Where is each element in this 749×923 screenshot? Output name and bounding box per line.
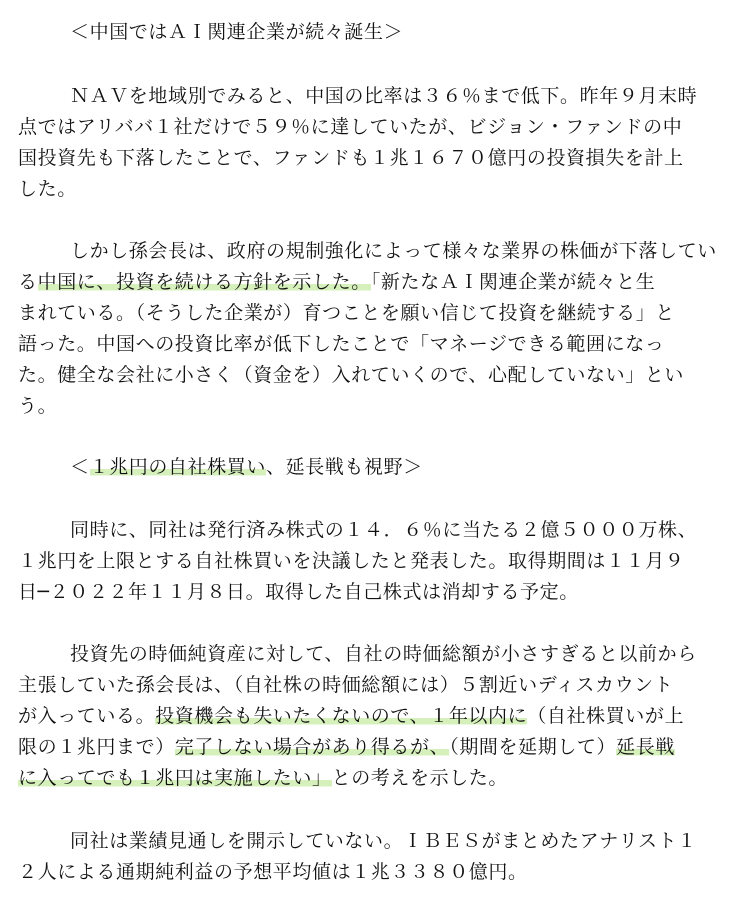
paragraph-discount-line-4 [0,732,749,762]
paragraph-forecast-line-2: ２人による通期純利益の予想平均値は１兆３３８０億円。 [18,861,528,883]
text-segment: が入っている。 [18,705,156,727]
highlight-implement: に入ってでも１兆円は実施したい」 [18,767,332,789]
highlight-china-investment: 中国に、投資を続ける方針を示した。 [37,271,371,293]
paragraph-buyback-line-1: 同時に、同社は発行済み株式の１４．６％に当たる２億５０００万株、 [70,519,698,541]
highlight-extension: 延長戦 [616,736,675,758]
text-segment: （期間を延期して） [449,736,617,758]
text-segment: 限の１兆円まで） [18,736,175,758]
paragraph-son-line-3: まれている。（そうした企業が）育つことを願い信じて投資を継続する」と [18,302,675,324]
paragraph-nav-line-3: 国投資先も下落したことで、ファンドも１兆１６７０億円の投資損失を計上 [18,147,684,169]
paragraph-nav-line-1: ＮＡＶを地域別でみると、中国の比率は３６％まで低下。昨年９月末時 [70,85,698,107]
paragraph-discount-line-1: 投資先の時価純資産に対して、自社の時価総額が小さすぎると以前から [70,643,697,665]
highlight-not-complete: 完了しない場合があり得るが、 [174,736,450,758]
section-heading-buyback [0,452,749,482]
paragraph-son-line-1: しかし孫会長は、政府の規制強化によって様々な業界の株価が下落してい [70,240,717,262]
paragraph-buyback-line-2: １兆円を上限とする自社株買いを決議したと発表した。取得期間は１１月９ [18,550,685,572]
paragraph-discount-line-2: 主張していた孫会長は、（自社株の時価総額には）５割近いディスカウント [18,674,674,696]
paragraph-son-line-4: 語った。中国への投資比率が低下したことで「マネージできる範囲になっ [18,333,665,355]
paragraph-son-line-6: う。 [18,395,58,417]
paragraph-nav-line-2: 点ではアリババ１社だけで５９％に達していたが、ビジョン・ファンドの中 [18,116,683,138]
text-segment: （自社株買いが上 [527,705,685,727]
paragraph-buyback-line-3: 日─２０２２年１１月８日。取得した自己株式は消却する予定。 [18,581,579,603]
paragraph-forecast-line-1: 同社は業績見通しを開示していない。ＩＢＥＳがまとめたアナリスト１ [70,830,697,852]
paragraph-nav-line-4: した。 [18,178,77,200]
text-segment: る [18,271,38,293]
section-heading-china-ai: ＜中国ではＡＩ関連企業が続々誕生＞ [70,21,404,43]
paragraph-son-line-2 [0,267,749,297]
highlight-buyback: １兆円の自社株買い [89,456,267,478]
paragraph-discount-line-3 [0,701,749,731]
paragraph-discount-line-5 [0,763,749,793]
text-segment: 、延長戦も視野＞ [266,456,423,478]
text-segment: ＜ [70,456,90,478]
paragraph-son-line-5: た。健全な会社に小さく（資金を）入れていくので、心配していない」とい [18,364,685,386]
text-segment: 「新たなＡＩ関連企業が続々と生 [370,271,656,293]
highlight-opportunity: 投資機会も失いたくないので、 [155,705,430,727]
highlight-within-year: １年以内に [429,705,528,727]
text-segment: との考えを示した。 [331,767,509,789]
